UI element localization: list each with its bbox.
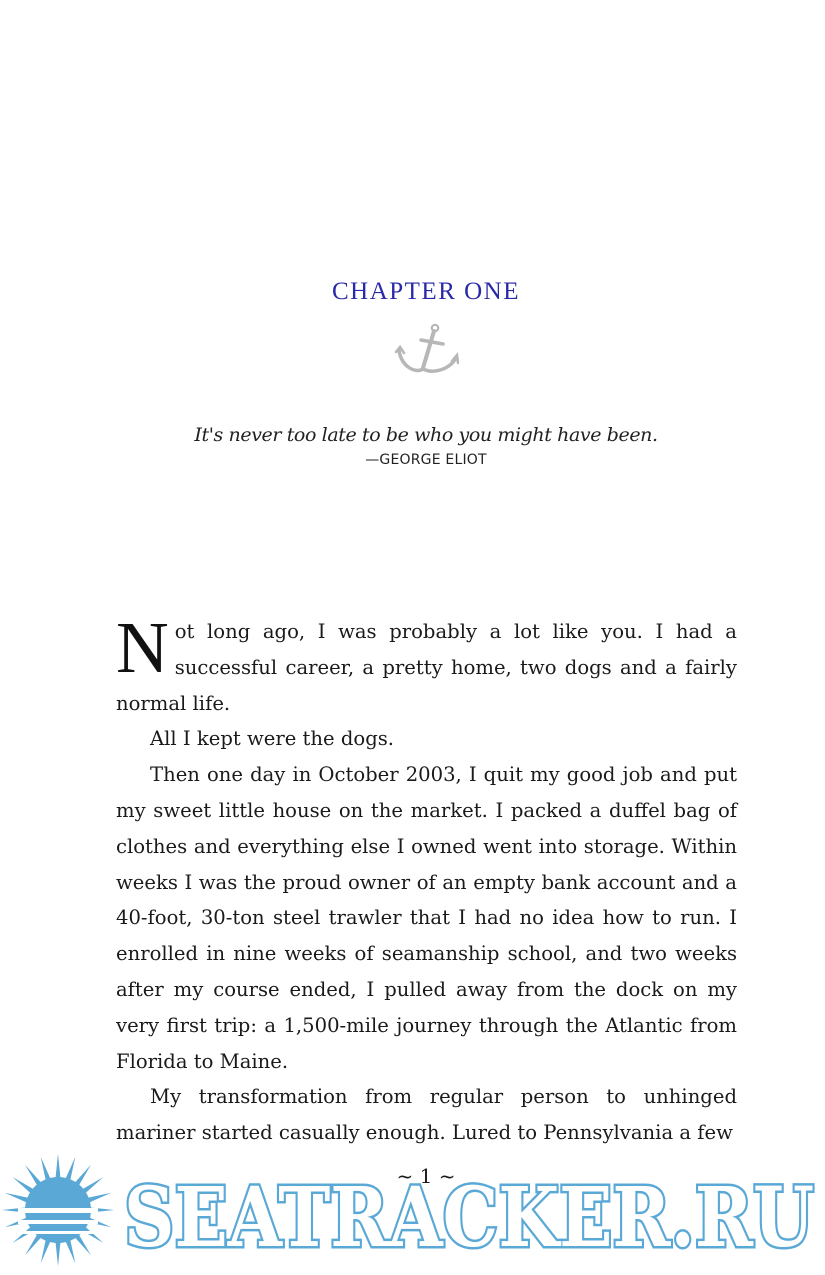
sun-ray — [55, 1154, 60, 1180]
sun-icon — [2, 1154, 114, 1266]
paragraph-2: All I kept were the dogs. — [150, 727, 395, 751]
watermark-text: SEATRACKER.RU — [124, 1170, 814, 1266]
paragraph-4: My transformation from regular person to unhinged mariner started casually enough. Lured to Pennsylvania a few — [116, 1085, 737, 1145]
paragraph-1-text: ot long ago, I was probably a lot like you. I had a successful career, a pretty home, two dogs and a fairly normal life. — [116, 620, 737, 715]
anchor-icon — [393, 322, 459, 378]
sun-ray — [55, 1240, 60, 1266]
epigraph-quote: It's never too late to be who you might have been. — [194, 424, 658, 446]
watermark — [0, 1150, 825, 1275]
epigraph-author: —GEORGE ELIOT — [365, 452, 487, 468]
drop-cap: N — [116, 607, 169, 688]
epigraph — [0, 424, 825, 468]
paragraph-3: Then one day in October 2003, I quit my good job and put my sweet little house on the market. I packed a duffel bag of clothes and everything else I owned went into storage. Within weeks I was the proud owner of an empty bank account and a 40-foot, 30-ton steel trawler that I had no idea how to run. I enrolled in nine weeks of seamanship school, and two weeks after my course ended, I pulled away from the dock on my very first trip: a 1,500-mile journey through the Atlantic from Florida to Maine. — [116, 763, 737, 1073]
body-text — [116, 607, 737, 1151]
paragraph-1 — [116, 607, 737, 721]
chapter-title: CHAPTER ONE — [331, 278, 521, 305]
page-number: ~ 1 ~ — [396, 1164, 456, 1188]
